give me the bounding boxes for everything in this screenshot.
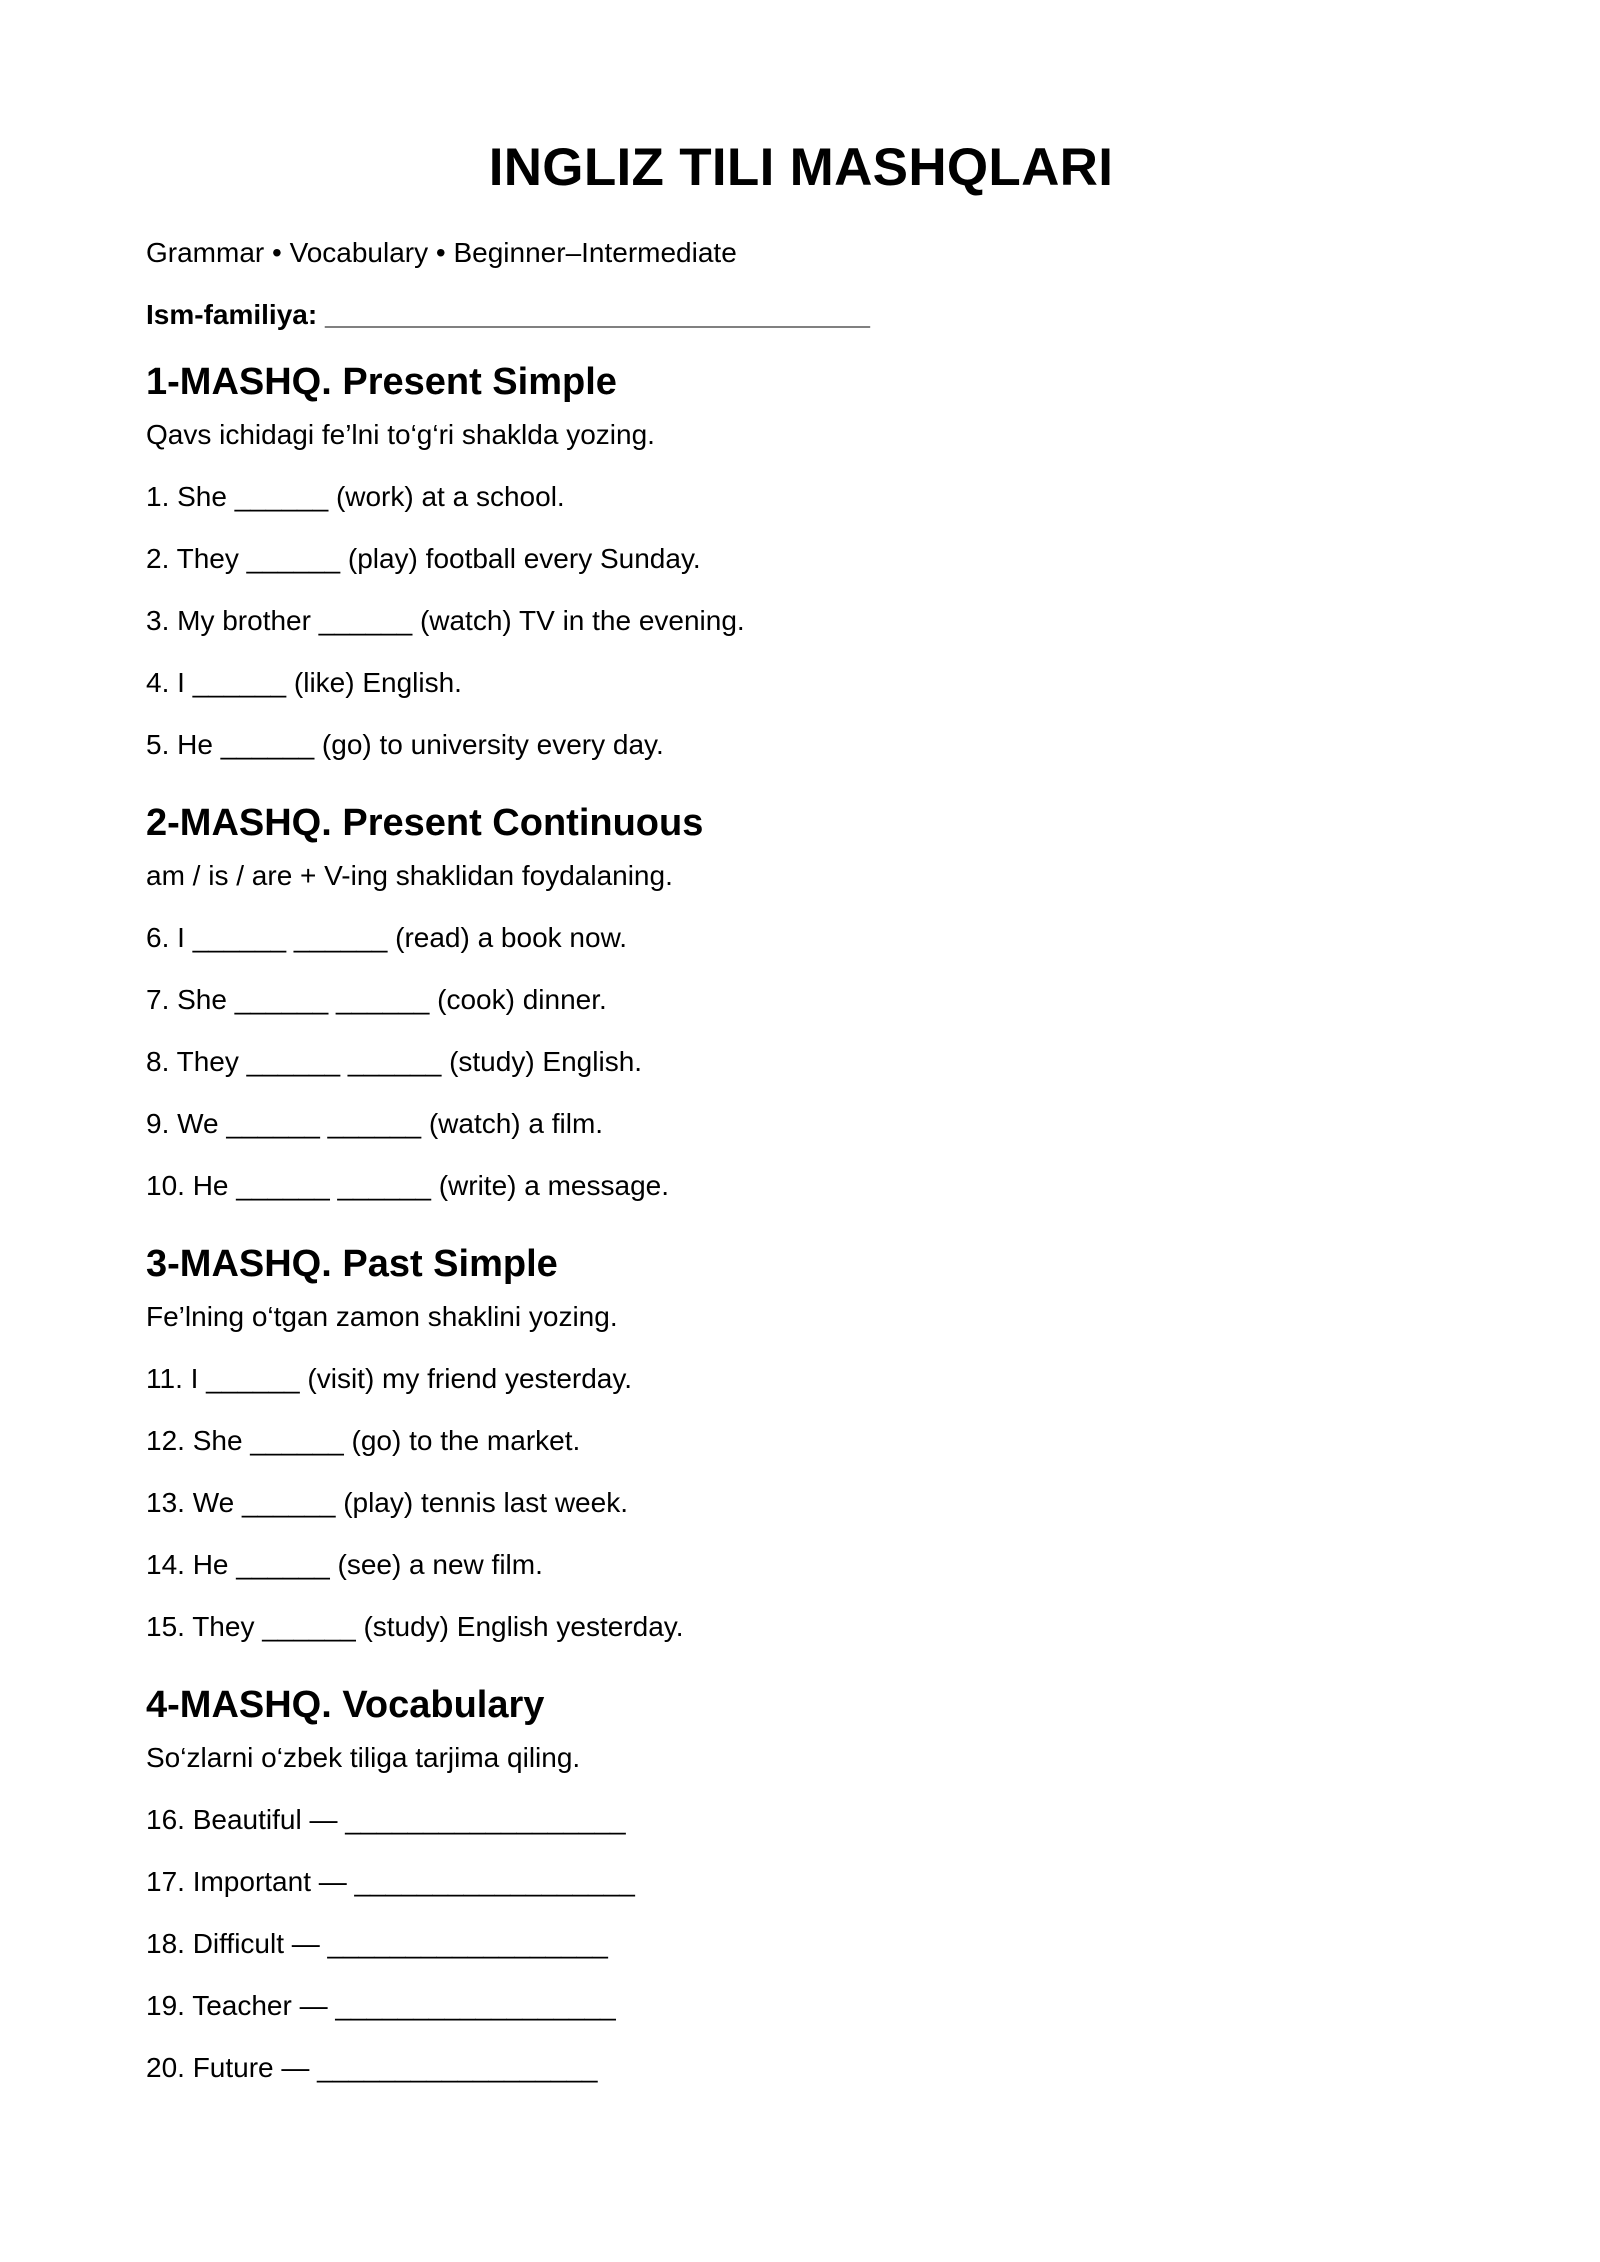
section-heading: 1-MASHQ. Present Simple bbox=[146, 361, 617, 403]
exercise-item-20[interactable]: 20. Future — __________________ bbox=[146, 2052, 598, 2083]
exercise-item-9[interactable]: 9. We ______ ______ (watch) a film. bbox=[146, 1108, 604, 1139]
exercise-item-14[interactable]: 14. He ______ (see) a new film. bbox=[146, 1549, 543, 1580]
exercise-item-11[interactable]: 11. I ______ (visit) my friend yesterday. bbox=[146, 1363, 633, 1394]
section-instruction: Fe’lning o‘tgan zamon shaklini yozing. bbox=[146, 1301, 618, 1332]
page-title: INGLIZ TILI MASHQLARI bbox=[488, 138, 1114, 197]
exercise-item-13[interactable]: 13. We ______ (play) tennis last week. bbox=[146, 1487, 628, 1518]
exercise-item-10[interactable]: 10. He ______ ______ (write) a message. bbox=[146, 1170, 669, 1201]
exercise-item-17[interactable]: 17. Important — __________________ bbox=[146, 1866, 635, 1897]
exercise-section-1 bbox=[146, 358, 1456, 788]
exercise-item-7[interactable]: 7. She ______ ______ (cook) dinner. bbox=[146, 984, 607, 1015]
exercise-item-8[interactable]: 8. They ______ ______ (study) English. bbox=[146, 1046, 643, 1077]
exercise-section-3 bbox=[146, 1240, 1456, 1670]
section-instruction: am / is / are + V-ing shaklidan foydalaning. bbox=[146, 860, 673, 891]
exercise-item-12[interactable]: 12. She ______ (go) to the market. bbox=[146, 1425, 581, 1456]
section-instruction: So‘zlarni o‘zbek tiliga tarjima qiling. bbox=[146, 1742, 581, 1773]
exercise-item-6[interactable]: 6. I ______ ______ (read) a book now. bbox=[146, 922, 628, 953]
section-heading: 2-MASHQ. Present Continuous bbox=[146, 802, 704, 844]
exercise-item-4[interactable]: 4. I ______ (like) English. bbox=[146, 667, 462, 698]
exercise-item-16[interactable]: 16. Beautiful — __________________ bbox=[146, 1804, 626, 1835]
exercise-item-3[interactable]: 3. My brother ______ (watch) TV in the evening. bbox=[146, 605, 745, 636]
exercise-section-4 bbox=[146, 1681, 1456, 2111]
page-subtitle: Grammar • Vocabulary • Beginner–Intermediate bbox=[146, 237, 737, 268]
exercise-item-19[interactable]: 19. Teacher — __________________ bbox=[146, 1990, 616, 2021]
section-heading: 4-MASHQ. Vocabulary bbox=[146, 1684, 545, 1726]
exercise-item-5[interactable]: 5. He ______ (go) to university every day. bbox=[146, 729, 664, 760]
exercise-item-18[interactable]: 18. Difficult — __________________ bbox=[146, 1928, 608, 1959]
name-field[interactable]: Ism-familiya: ___________________________________ bbox=[146, 299, 870, 330]
section-heading: 3-MASHQ. Past Simple bbox=[146, 1243, 558, 1285]
exercise-item-2[interactable]: 2. They ______ (play) football every Sunday. bbox=[146, 543, 701, 574]
section-instruction: Qavs ichidagi fe’lni to‘g‘ri shaklda yozing. bbox=[146, 419, 655, 450]
exercise-item-15[interactable]: 15. They ______ (study) English yesterday. bbox=[146, 1611, 684, 1642]
exercise-section-2 bbox=[146, 799, 1456, 1229]
exercise-item-1[interactable]: 1. She ______ (work) at a school. bbox=[146, 481, 565, 512]
